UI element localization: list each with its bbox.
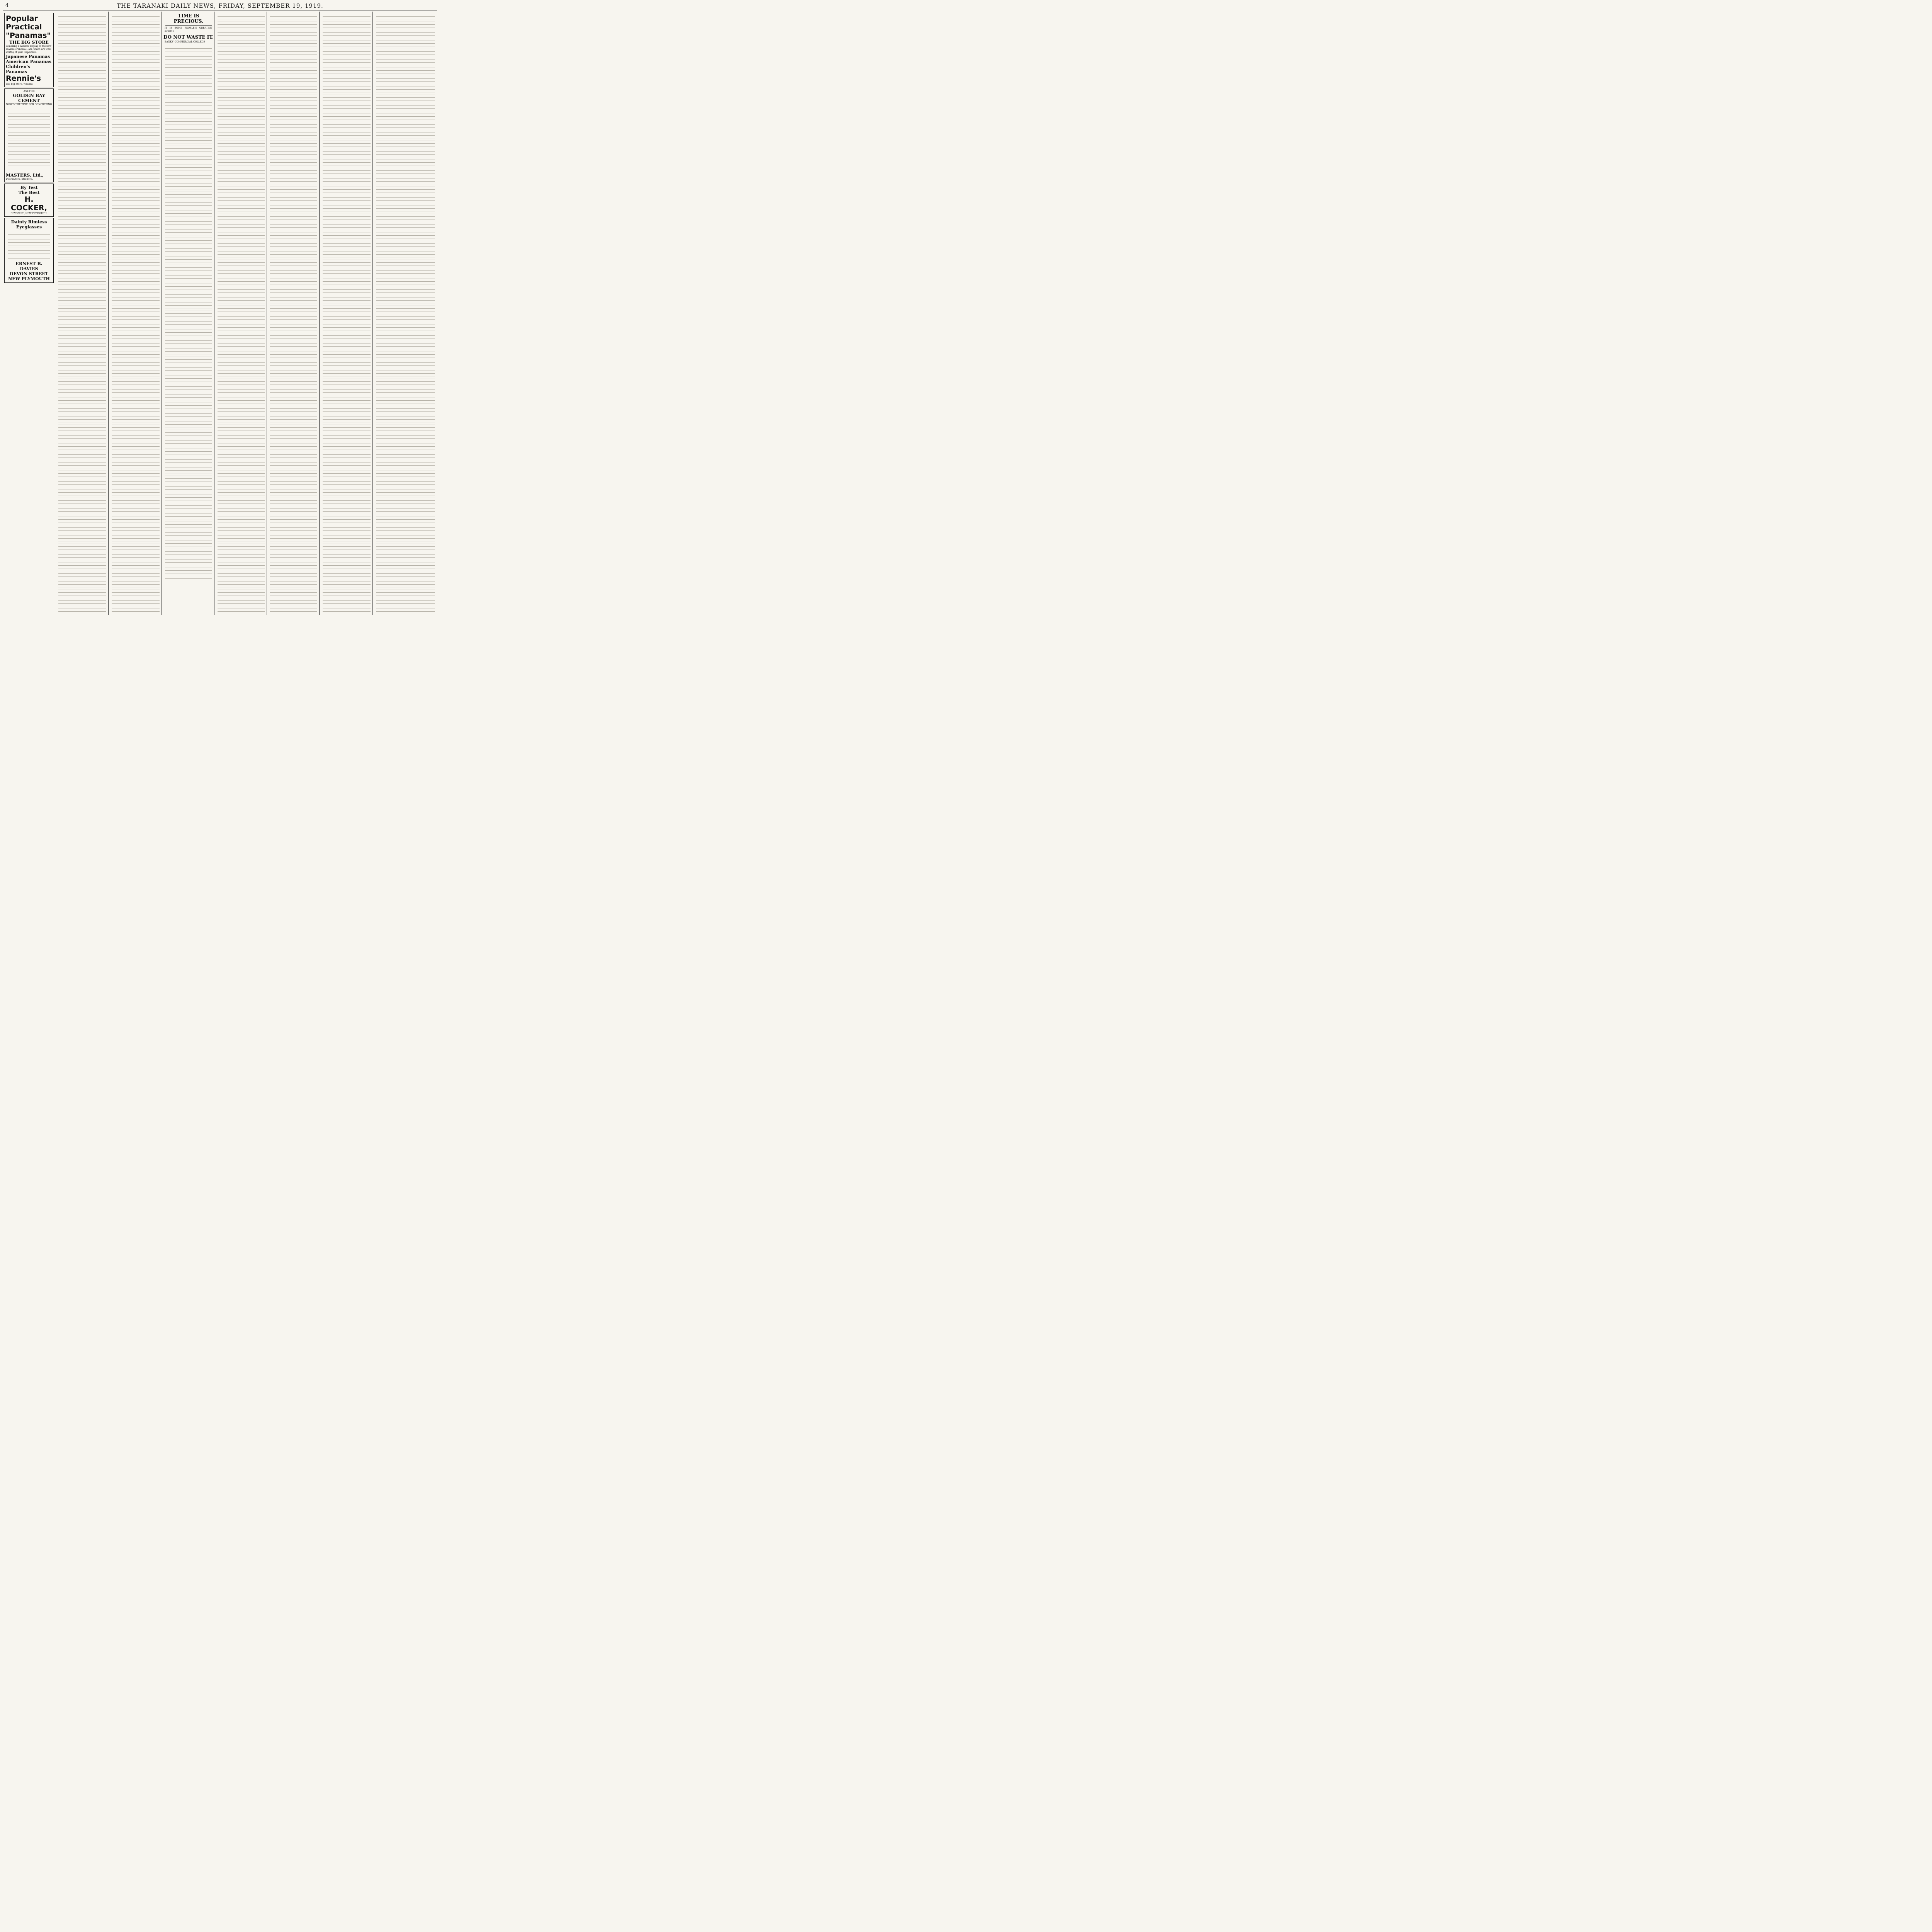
column-5 [216, 12, 267, 615]
column-6-text [270, 14, 317, 613]
divider [165, 25, 212, 26]
column-7-text [323, 14, 371, 613]
the-best: The Best [18, 190, 40, 195]
cocker-address: DEVON ST., NEW PLYMOUTH. [10, 212, 48, 215]
cocker-name: H. COCKER, [11, 195, 47, 212]
column-8-text [376, 14, 435, 613]
masthead [3, 2, 437, 10]
column-8 [374, 12, 437, 615]
column-7 [321, 12, 373, 615]
column-1 [3, 12, 55, 615]
cement-ask: ASK FOR [23, 90, 35, 93]
store-name: THE BIG STORE [9, 40, 49, 45]
editorial-college: BANKS' COMMERCIAL COLLEGE [165, 41, 206, 43]
panamas-headline: Popular Practical "Panamas" [6, 14, 51, 40]
column-4 [163, 12, 214, 615]
column-2 [56, 12, 109, 615]
editorial-waste: DO NOT WASTE IT. [163, 34, 214, 40]
by-test: By Test [20, 185, 38, 190]
cocker-ad [4, 184, 54, 217]
masters-footer: Distributors, Stratford. [6, 178, 33, 180]
masthead-title: THE TARANAKI DAILY NEWS, FRIDAY, SEPTEMBER 19, 1919. [117, 2, 323, 9]
cement-tagline: NOW'S THE TIME FOR CONCRETING [6, 103, 52, 106]
cement-product: GOLDEN BAY CEMENT [13, 93, 45, 103]
davies-street: DEVON STREET [10, 271, 48, 276]
column-3-text [112, 14, 160, 613]
rennies-brand: Rennie's [6, 74, 41, 83]
rennies-footer: The Big Store, Waitara. [6, 83, 34, 85]
editorial-sub: IT IS SOME PEOPLE'S GREATEST ENEMY. [165, 27, 213, 32]
american-panamas: American Panamas [6, 59, 51, 64]
column-4-text [165, 46, 212, 579]
panamas-body: is making a window display of the new season's Panama Hats, which are well worthy of your inspection. [6, 45, 51, 54]
page-number: 4 [5, 3, 9, 9]
editorial-heading: TIME IS PRECIOUS. [173, 13, 204, 24]
eyeglasses-ad [4, 218, 54, 283]
column-2-text [58, 14, 106, 613]
japanese-panamas: Japanese Panamas [6, 54, 50, 59]
column-5-text [218, 14, 265, 613]
panamas-ad [4, 13, 54, 87]
stockist-list [8, 109, 50, 170]
childrens-panamas: Children's Panamas [6, 64, 31, 74]
cement-ad [4, 88, 54, 182]
davies-town: NEW PLYMOUTH [8, 276, 50, 281]
column-3 [110, 12, 162, 615]
column-6 [268, 12, 320, 615]
eyeglasses-headline: Dainty Rimless Eyeglasses [11, 219, 47, 230]
davies-name: ERNEST B. DAVIES [15, 261, 43, 271]
masters-brand: MASTERS, Ltd., [6, 173, 44, 178]
eyeglasses-body [8, 232, 50, 259]
